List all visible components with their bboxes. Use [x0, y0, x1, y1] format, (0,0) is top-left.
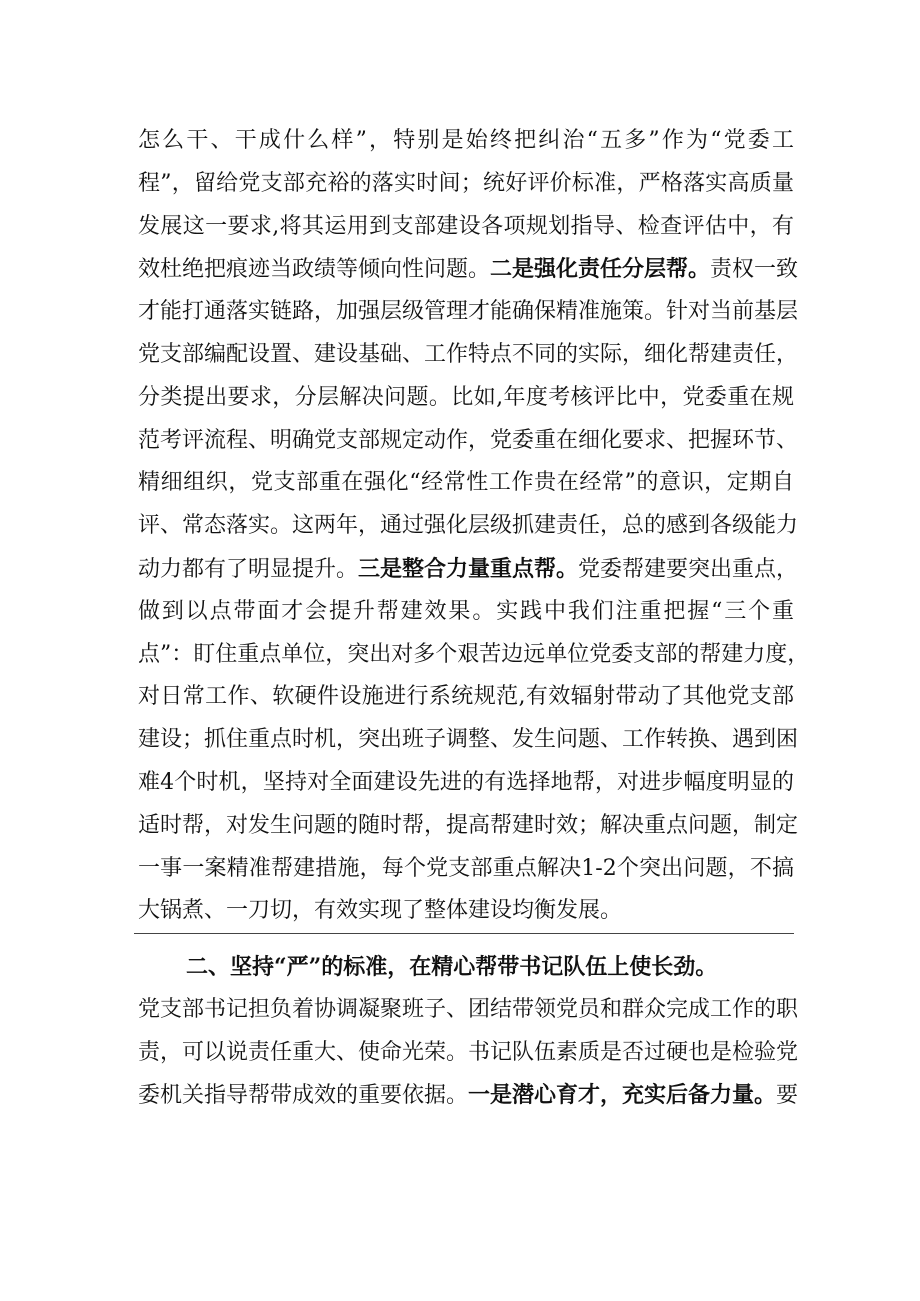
text-line — [138, 1039, 799, 1067]
text-run: 点”：盯住重点单位，突出对多个艰苦边远单位党委支部的帮建力度， — [138, 641, 810, 667]
text-run: 适时帮，对发生问题的随时帮，提高帮建时效；解决重点问题，制定 — [138, 812, 799, 838]
text-line — [138, 1081, 799, 1109]
text-run: 建设；抓住重点时机，突出班子调整、发生问题、工作转换、遇到困 — [138, 727, 799, 753]
section-divider — [134, 933, 794, 934]
text-run: 一事一案精准帮建措施，每个党支部重点解决1-2个突出问题，不搞 — [138, 855, 794, 881]
text-run: 精细组织，党支部重在强化“经常性工作贵在经常”的意识，定期自 — [138, 470, 794, 496]
text-line — [138, 469, 794, 497]
text-run: 党支部书记担负着协调凝聚班子、团结带领党员和群众完成工作的职 — [138, 997, 799, 1022]
text-line — [138, 855, 794, 883]
text-run: 对日常工作、软硬件设施进行系统规范,有效辐射带动了其他党支部 — [138, 684, 794, 710]
bold-lead-phrase: 三是整合力量重点帮。 — [358, 556, 579, 582]
text-run: 委机关指导帮带成效的重要依据。 — [138, 1083, 469, 1108]
text-line — [138, 683, 794, 711]
text-line — [138, 641, 810, 669]
text-line — [138, 996, 799, 1024]
text-line — [138, 255, 799, 283]
text-run: 怎么干、干成什么样”，特别是始终把纠治“五多”作为“党委工 — [138, 128, 794, 153]
text-line — [138, 298, 799, 326]
text-run: 大锅煮、一刀切，有效实现了整体建设均衡发展。 — [138, 898, 623, 924]
text-line — [138, 555, 799, 583]
text-line — [138, 213, 794, 241]
text-run: 分类提出要求，分层解决问题。比如,年度考核评比中，党委重在规 — [138, 384, 794, 410]
bold-lead-phrase: 二是强化责任分层帮。 — [490, 256, 711, 283]
text-run: 效杜绝把痕迹当政绩等倾向性问题。 — [138, 257, 491, 283]
text-run: 做到以点带面才会提升帮建效果。实践中我们注重把握“三个重 — [138, 598, 794, 624]
text-run: 党委帮建要突出重点， — [578, 557, 799, 582]
text-line — [138, 726, 799, 754]
text-line — [138, 598, 794, 626]
text-run: 责权一致 — [710, 257, 799, 283]
text-run: 发展这一要求,将其运用到支部建设各项规划指导、检查评估中，有 — [138, 213, 794, 239]
text-line — [138, 769, 794, 797]
text-run: 才能打通落实链路，加强层级管理才能确保精准施策。针对当前基层 — [138, 299, 799, 325]
text-line — [138, 512, 799, 540]
text-run: 责，可以说责任重大、使命光荣。书记队伍素质是否过硬也是检验党 — [138, 1039, 799, 1065]
text-line — [138, 812, 799, 840]
text-run: 党支部编配设置、建设基础、工作特点不同的实际，细化帮建责任， — [138, 342, 799, 367]
text-line — [138, 170, 794, 198]
text-run: 难4个时机，坚持对全面建设先进的有选择地帮，对进步幅度明显的 — [138, 770, 794, 795]
text-run: 程”，留给党支部充裕的落实时间；统好评价标准，严格落实高质量 — [138, 170, 794, 196]
text-line — [138, 384, 794, 412]
text-line — [138, 427, 799, 455]
text-run: 动力都有了明显提升。 — [138, 557, 359, 582]
text-line — [138, 127, 794, 155]
text-run: 要 — [776, 1083, 799, 1108]
text-run: 范考评流程、明确党支部规定动作，党委重在细化要求、把握环节、 — [138, 427, 799, 453]
text-line — [138, 341, 799, 369]
bold-lead-phrase: 一是潜心育才，充实后备力量。 — [468, 1082, 777, 1108]
text-run: 评、常态落实。这两年，通过强化层级抓建责任，总的感到各级能力 — [138, 513, 799, 539]
section-2-heading: 二、坚持“严”的标准，在精心帮带书记队伍上使长劲。 — [186, 954, 718, 980]
text-line — [138, 897, 794, 925]
